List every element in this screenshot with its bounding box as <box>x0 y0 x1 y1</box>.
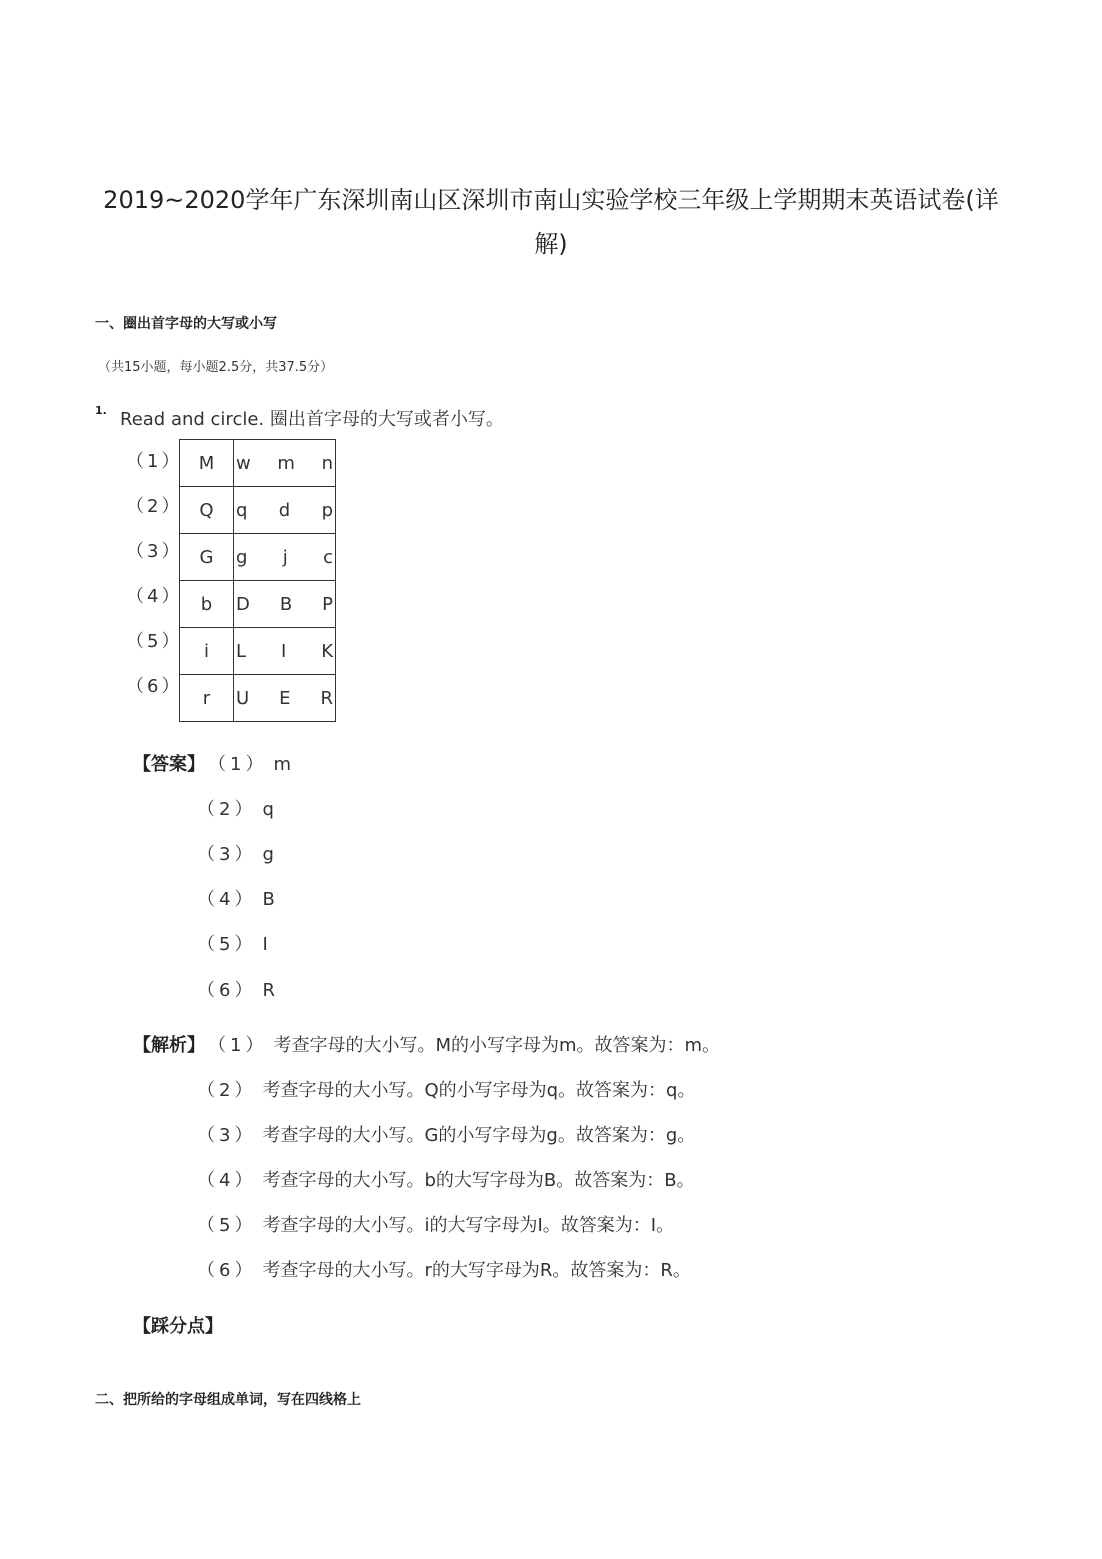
letter-option[interactable]: w <box>236 452 251 474</box>
section-1-score-note: （共15小题，每小题2.5分，共37.5分） <box>98 360 334 375</box>
letter-option[interactable]: K <box>321 640 333 662</box>
letter-table <box>179 439 336 722</box>
row-labels <box>126 440 182 710</box>
answer-item <box>197 885 275 911</box>
letter-option[interactable]: n <box>321 452 333 474</box>
row-label: （5） <box>126 631 183 652</box>
options-cell <box>234 487 336 534</box>
explanation-item <box>208 1031 720 1057</box>
explanation-number: （4） <box>197 1170 257 1191</box>
options-cell <box>234 534 336 581</box>
letter-option[interactable]: I <box>280 640 287 662</box>
table-row <box>180 628 336 675</box>
letter-option[interactable]: q <box>236 499 248 521</box>
explanation-text: 考查字母的大小写。Q的小写字母为q。故答案为：q。 <box>262 1080 696 1101</box>
row-label: （2） <box>126 496 183 517</box>
letter-option[interactable]: R <box>320 687 333 709</box>
explanation-text: 考查字母的大小写。b的大写字母为B。故答案为：B。 <box>262 1170 695 1191</box>
question-text: Read and circle. 圈出首字母的大写或者小写。 <box>120 409 504 430</box>
explanation-item <box>197 1121 695 1147</box>
explanation-item <box>197 1076 695 1102</box>
explanation-text: 考查字母的大小写。G的小写字母为g。故答案为：g。 <box>262 1125 696 1146</box>
letter-option[interactable]: B <box>279 593 293 615</box>
letter-option[interactable]: m <box>277 452 295 474</box>
options-cell <box>234 440 336 487</box>
answer-value: q <box>262 799 274 820</box>
answer-item <box>197 976 275 1002</box>
answer-item <box>208 750 291 776</box>
explanation-number: （1） <box>208 1035 268 1056</box>
first-letter-cell: b <box>180 581 234 628</box>
first-letter-cell: M <box>180 440 234 487</box>
scoring-points-label: 【踩分点】 <box>133 1316 223 1337</box>
explanation-number: （3） <box>197 1125 257 1146</box>
letter-option[interactable]: c <box>323 546 333 568</box>
answer-item <box>197 795 274 821</box>
letter-option[interactable]: E <box>279 687 291 709</box>
row-label: （6） <box>126 676 183 697</box>
answer-value: R <box>262 980 275 1001</box>
explanation-label: 【解析】 <box>133 1035 205 1056</box>
document-title-line-2: 解) <box>534 230 568 258</box>
explanation-item <box>197 1166 695 1192</box>
answer-number: （6） <box>197 980 257 1001</box>
letter-option[interactable]: p <box>321 499 333 521</box>
answer-value: g <box>262 844 274 865</box>
explanation-item <box>197 1211 674 1237</box>
explanation-number: （6） <box>197 1260 257 1281</box>
letter-option[interactable]: D <box>236 593 250 615</box>
explanation-number: （5） <box>197 1215 257 1236</box>
document-title-line-1: 2019~2020学年广东深圳南山区深圳市南山实验学校三年级上学期期末英语试卷(详 <box>103 186 999 214</box>
first-letter-cell: r <box>180 675 234 722</box>
first-letter-cell: i <box>180 628 234 675</box>
answer-number: （1） <box>208 754 268 775</box>
options-cell <box>234 675 336 722</box>
question-number: 1. <box>95 404 107 417</box>
answer-value: m <box>273 754 291 775</box>
letter-option[interactable]: g <box>236 546 248 568</box>
explanation-item <box>197 1256 691 1282</box>
options-cell <box>234 581 336 628</box>
options-cell <box>234 628 336 675</box>
answer-label: 【答案】 <box>133 754 205 775</box>
answer-number: （4） <box>197 889 257 910</box>
explanation-text: 考查字母的大小写。r的大写字母为R。故答案为：R。 <box>262 1260 691 1281</box>
answer-number: （2） <box>197 799 257 820</box>
letter-option[interactable]: L <box>236 640 247 662</box>
table-row <box>180 581 336 628</box>
letter-option[interactable]: d <box>278 499 291 521</box>
first-letter-cell: G <box>180 534 234 581</box>
answer-number: （5） <box>197 934 257 955</box>
letter-option[interactable]: j <box>282 546 288 568</box>
table-row <box>180 534 336 581</box>
row-label: （3） <box>126 541 183 562</box>
answer-value: I <box>262 934 268 955</box>
letter-option[interactable]: U <box>236 687 250 709</box>
answer-item <box>197 840 274 866</box>
explanation-number: （2） <box>197 1080 257 1101</box>
first-letter-cell: Q <box>180 487 234 534</box>
letter-option[interactable]: P <box>322 593 333 615</box>
answer-item <box>197 930 268 956</box>
row-label: （1） <box>126 451 183 472</box>
explanation-text: 考查字母的大小写。i的大写字母为I。故答案为：I。 <box>262 1215 675 1236</box>
explanation-text: 考查字母的大小写。M的小写字母为m。故答案为：m。 <box>273 1035 721 1056</box>
table-row <box>180 440 336 487</box>
section-2-heading: 二、把所给的字母组成单词，写在四线格上 <box>95 1392 361 1408</box>
answer-value: B <box>262 889 275 910</box>
row-label: （4） <box>126 586 183 607</box>
answer-number: （3） <box>197 844 257 865</box>
document-title <box>70 178 1032 266</box>
table-row <box>180 487 336 534</box>
table-row <box>180 675 336 722</box>
section-1-heading: 一、圈出首字母的大写或小写 <box>95 316 277 332</box>
